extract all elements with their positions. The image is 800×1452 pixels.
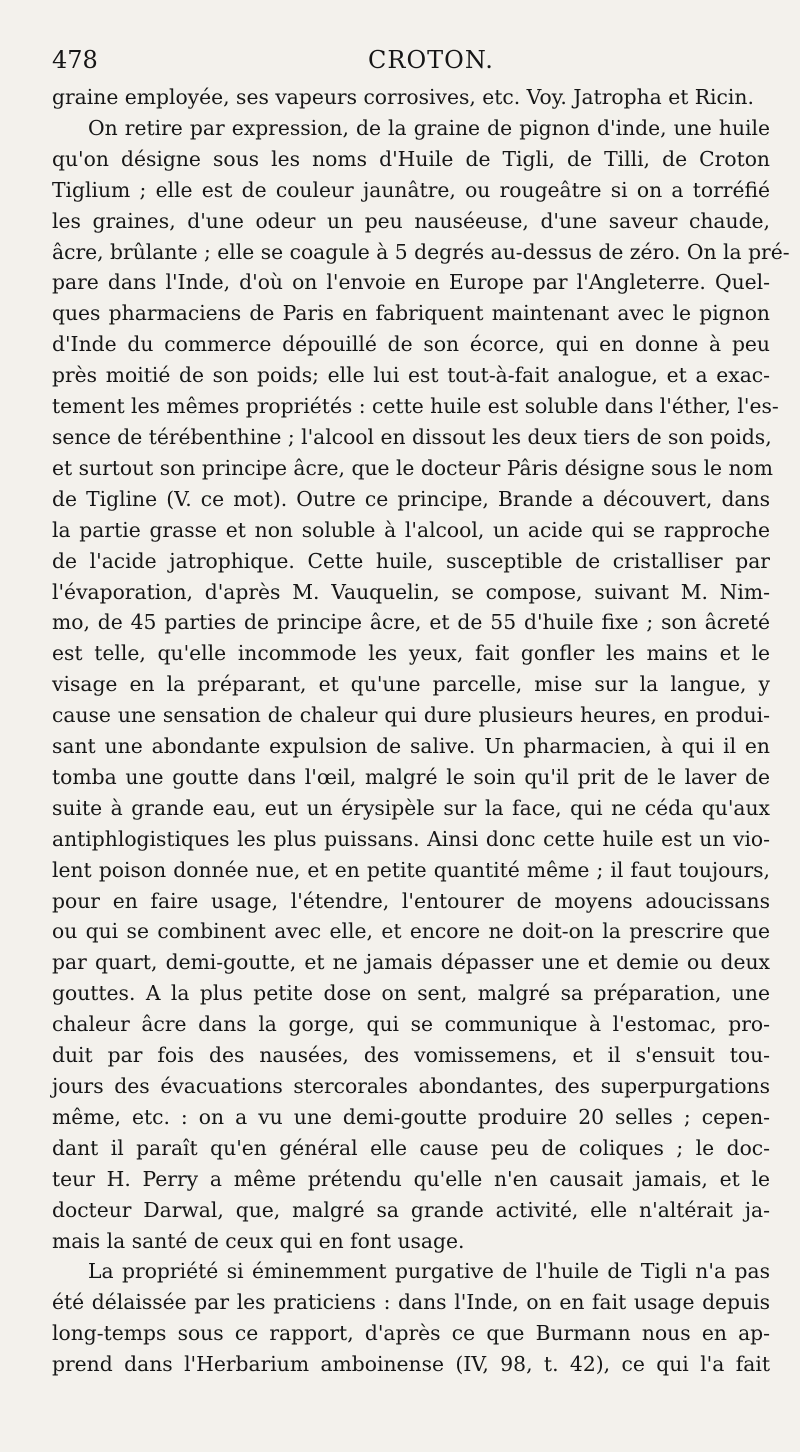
text-line: tomba une goutte dans l'œil, malgré le soin qu'il prit de le laver de bbox=[52, 764, 770, 789]
text-line: cause une sensation de chaleur qui dure plusieurs heures, en produi- bbox=[52, 703, 770, 728]
text-line: docteur Darwal, que, malgré sa grande activité, elle n'altérait ja- bbox=[52, 1197, 770, 1222]
text-line: d'Inde du commerce dépouillé de son écorce, qui en donne à peu bbox=[52, 332, 770, 357]
text-line: sant une abondante expulsion de salive. Un pharmacien, à qui il en bbox=[52, 734, 770, 759]
text-line: Tiglium ; elle est de couleur jaunâtre, ou rougeâtre si on a torréfié bbox=[52, 177, 770, 202]
page-number: 478 bbox=[52, 46, 98, 74]
text-line: mo, de 45 parties de principe âcre, et de 55 d'huile fixe ; son âcreté bbox=[52, 610, 770, 635]
text-line: long-temps sous ce rapport, d'après ce que Burmann nous en ap- bbox=[52, 1321, 770, 1346]
text-line: été délaissée par les praticiens : dans l'Inde, on en fait usage depuis bbox=[52, 1290, 770, 1315]
text-line: ques pharmaciens de Paris en fabriquent maintenant avec le pignon bbox=[52, 301, 770, 326]
text-line: sence de térébenthine ; l'alcool en dissout les deux tiers de son poids, bbox=[52, 424, 772, 449]
text-line: qu'on désigne sous les noms d'Huile de Tigli, de Tilli, de Croton bbox=[52, 146, 770, 171]
text-line: la partie grasse et non soluble à l'alcool, un acide qui se rapproche bbox=[52, 517, 770, 542]
paragraph-3 bbox=[52, 1256, 770, 1380]
text-line: et surtout son principe âcre, que le docteur Pâris désigne sous le nom bbox=[52, 455, 774, 480]
text-line: mais la santé de ceux qui en font usage. bbox=[52, 1228, 465, 1253]
text-line: l'évaporation, d'après M. Vauquelin, se compose, suivant M. Nim- bbox=[52, 579, 770, 604]
text-line: de Tigline (V. ce mot). Outre ce principe, Brande a découvert, dans bbox=[52, 486, 770, 511]
text-line: chaleur âcre dans la gorge, qui se communique à l'estomac, pro- bbox=[52, 1012, 770, 1037]
text-line: près moitié de son poids; elle lui est tout-à-fait analogue, et a exac- bbox=[52, 363, 770, 388]
paragraph-1 bbox=[52, 82, 770, 113]
text-line: ou qui se combinent avec elle, et encore ne doit-on la prescrire que bbox=[52, 919, 770, 944]
text-line: pour en faire usage, l'étendre, l'entourer de moyens adoucissans bbox=[52, 888, 770, 913]
text-line: graine employée, ses vapeurs corrosives, etc. Voy. Jatropha et Ricin. bbox=[52, 85, 754, 109]
text-line: même, etc. : on a vu une demi-goutte produire 20 selles ; cepen- bbox=[52, 1104, 770, 1129]
text-line: suite à grande eau, eut un érysipèle sur la face, qui ne céda qu'aux bbox=[52, 795, 770, 820]
text-line: tement les mêmes propriétés : cette huile est soluble dans l'éther, l'es- bbox=[52, 394, 779, 419]
paragraph-2 bbox=[52, 113, 790, 1257]
text-line: pare dans l'Inde, d'où on l'envoie en Europe par l'Angleterre. Quel- bbox=[52, 270, 770, 295]
text-line: gouttes. A la plus petite dose on sent, malgré sa préparation, une bbox=[52, 981, 770, 1006]
text-line: de l'acide jatrophique. Cette huile, susceptible de cristalliser par bbox=[52, 548, 770, 573]
text-line: dant il paraît qu'en général elle cause peu de coliques ; le doc- bbox=[52, 1135, 770, 1160]
running-head: CROTON. bbox=[368, 46, 494, 74]
text-line: antiphlogistiques les plus puissans. Ainsi donc cette huile est un vio- bbox=[52, 826, 770, 851]
text-line: duit par fois des nausées, des vomissemens, et il s'ensuit tou- bbox=[52, 1043, 770, 1068]
text-line: est telle, qu'elle incommode les yeux, fait gonfler les mains et le bbox=[52, 641, 770, 666]
text-line: visage en la préparant, et qu'une parcelle, mise sur la langue, y bbox=[52, 672, 770, 697]
text-line: jours des évacuations stercorales abondantes, des superpurgations bbox=[52, 1074, 770, 1098]
text-line: par quart, demi-goutte, et ne jamais dépasser une et demie ou deux bbox=[52, 950, 770, 975]
body-text bbox=[52, 82, 790, 1380]
page-header bbox=[52, 38, 770, 82]
text-line: lent poison donnée nue, et en petite quantité même ; il faut toujours, bbox=[52, 857, 770, 882]
text-line: La propriété si éminemment purgative de l'huile de Tigli n'a pas bbox=[88, 1259, 770, 1284]
text-line: les graines, d'une odeur un peu nauséeuse, d'une saveur chaude, bbox=[52, 208, 770, 233]
text-line: On retire par expression, de la graine de pignon d'inde, une huile bbox=[88, 115, 770, 140]
text-line: prend dans l'Herbarium amboinense (IV, 98, t. 42), ce qui l'a fait bbox=[52, 1352, 770, 1377]
text-line: teur H. Perry a même prétendu qu'elle n'en causait jamais, et le bbox=[52, 1166, 770, 1191]
text-line: âcre, brûlante ; elle se coagule à 5 degrés au-dessus de zéro. On la pré- bbox=[52, 239, 790, 264]
